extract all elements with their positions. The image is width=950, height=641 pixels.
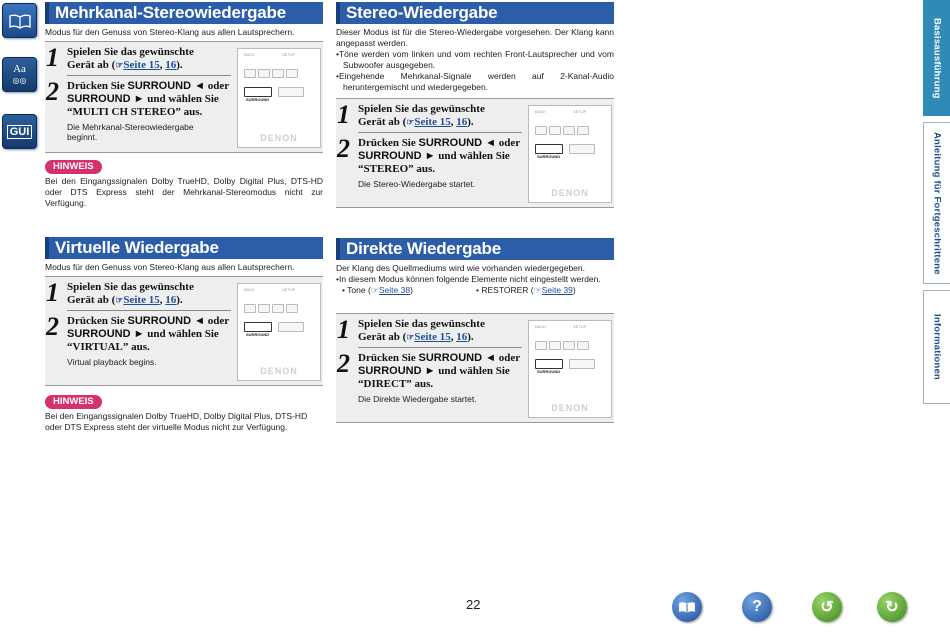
tab-label: Basisausführung xyxy=(931,17,943,99)
remote-setup-label: SETUP xyxy=(573,109,587,114)
stereo-bullet-1: •Töne werden vom linken und vom rechten Front-Lautsprecher und vom Subwoofer ausgegeben. xyxy=(336,49,614,70)
stereo-step-box xyxy=(336,98,614,208)
step-2-note: Die Mehrkanal-Stereowiedergabe beginnt. xyxy=(67,122,194,142)
hinweis-badge: HINWEIS xyxy=(45,160,102,174)
open-book-icon xyxy=(678,601,696,613)
remote-surround-label: SURROUND xyxy=(246,97,270,102)
section-title-direkt: Direkte Wiedergabe xyxy=(336,238,614,260)
page-number: 22 xyxy=(466,597,481,612)
remote-setup-label: SETUP xyxy=(573,324,587,329)
link-seite-39[interactable]: Seite 39 xyxy=(541,285,573,295)
remote-back-label: BACK xyxy=(244,52,255,57)
step-number: 1 xyxy=(46,278,59,307)
direkt-bullet-1: •In diesem Modus können folgende Elemente nicht eingestellt werden. xyxy=(336,274,601,284)
abc-nav-label: Aa xyxy=(13,62,26,75)
link-seite-15[interactable]: Seite 15 xyxy=(123,59,160,71)
link-seite-16[interactable]: 16 xyxy=(456,116,468,128)
link-seite-15[interactable]: Seite 15 xyxy=(123,294,160,306)
book-nav-button[interactable] xyxy=(672,592,702,622)
gui-nav-label: GUI xyxy=(7,125,33,139)
step-1-text: Spielen Sie das gewünschte Gerät ab (☞Seite 15, 16). xyxy=(358,318,485,343)
link-seite-16[interactable]: 16 xyxy=(165,59,177,71)
link-seite-15[interactable]: Seite 15 xyxy=(414,116,451,128)
denon-logo: DENON xyxy=(260,366,298,376)
step-divider xyxy=(358,347,522,348)
direkt-items: • Tone (☞Seite 38) • RESTORER (☞Seite 39) xyxy=(342,285,576,295)
direkt-desc-text: Der Klang des Quellmediums wird wie vorhanden wiedergegeben. xyxy=(336,263,585,273)
remote-surround-label: SURROUND xyxy=(246,332,270,337)
help-button[interactable]: ? xyxy=(742,592,772,622)
tab-label: Informationen xyxy=(931,314,943,380)
tab-basisausfuehrung[interactable] xyxy=(923,0,950,116)
step-number: 1 xyxy=(46,43,59,72)
remote-illustration xyxy=(528,105,612,203)
speaker-glyph-icon: ◎◎ xyxy=(12,75,27,85)
reference-icon: ☞ xyxy=(406,332,415,342)
step-1-text: Spielen Sie das gewünschte Gerät ab (☞Seite 15, 16). xyxy=(67,46,194,71)
step-divider xyxy=(358,132,522,133)
forward-button[interactable]: ↻ xyxy=(877,592,907,622)
abc-nav-icon[interactable] xyxy=(2,57,37,92)
step-2-note: Die Stereo-Wiedergabe startet. xyxy=(358,179,476,189)
step-1-text: Spielen Sie das gewünschte Gerät ab (☞Seite 15, 16). xyxy=(67,281,194,306)
step-divider xyxy=(67,310,231,311)
direkt-description xyxy=(336,263,614,296)
step-number: 1 xyxy=(337,100,350,129)
denon-logo: DENON xyxy=(551,403,589,413)
link-seite-16[interactable]: 16 xyxy=(165,294,177,306)
remote-illustration xyxy=(237,283,321,381)
remote-back-label: BACK xyxy=(535,324,546,329)
link-seite-38[interactable]: Seite 38 xyxy=(378,285,411,295)
virtuell-description: Modus für den Genuss von Stereo-Klang aus allen Lautsprechern. xyxy=(45,262,295,272)
step-number: 2 xyxy=(46,77,59,106)
step-2-text: Drücken Sie SURROUND ◄ oder SURROUND ► und wählen Sie “STEREO” aus. xyxy=(358,137,521,175)
back-button[interactable]: ↺ xyxy=(812,592,842,622)
denon-logo: DENON xyxy=(551,188,589,198)
remote-setup-label: SETUP xyxy=(282,52,296,57)
section-title-mehrkanal: Mehrkanal-Stereowiedergabe xyxy=(45,2,323,24)
remote-illustration xyxy=(237,48,321,148)
step-2-note: Die Direkte Wiedergabe startet. xyxy=(358,394,477,404)
remote-illustration xyxy=(528,320,612,418)
tab-fortgeschrittene[interactable] xyxy=(923,122,950,284)
virtuell-hinweis-text: Bei den Eingangssignalen Dolby TrueHD, Dolby Digital Plus, DTS-HD oder DTS Express steht der virtuelle Modus nicht zur Verfügung. xyxy=(45,411,308,432)
mehrkanal-step-box xyxy=(45,41,323,153)
remote-back-label: BACK xyxy=(535,109,546,114)
section-title-stereo: Stereo-Wiedergabe xyxy=(336,2,614,24)
step-number: 1 xyxy=(337,315,350,344)
remote-back-label: BACK xyxy=(244,287,255,292)
mehrkanal-description: Modus für den Genuss von Stereo-Klang aus allen Lautsprechern. xyxy=(45,27,295,37)
step-number: 2 xyxy=(46,312,59,341)
reference-icon: ☞ xyxy=(370,285,379,295)
reference-icon: ☞ xyxy=(115,295,124,305)
step-2-text: Drücken Sie SURROUND ◄ oder SURROUND ► und wählen Sie “MULTI CH STEREO” aus. xyxy=(67,80,230,118)
remote-setup-label: SETUP xyxy=(282,287,296,292)
virtuell-step-box xyxy=(45,276,323,386)
reference-icon: ☞ xyxy=(115,60,124,70)
tab-label: Anleitung für Fortgeschrittene xyxy=(931,131,943,275)
mehrkanal-hinweis-text: Bei den Eingangssignalen Dolby TrueHD, Dolby Digital Plus, DTS-HD oder DTS Express steht der Mehrkanal-Stereomodus nicht zur Verfügung. xyxy=(45,176,323,208)
step-number: 2 xyxy=(337,349,350,378)
step-2-note: Virtual playback begins. xyxy=(67,357,157,367)
open-book-icon xyxy=(9,13,31,29)
step-1-text: Spielen Sie das gewünschte Gerät ab (☞Seite 15, 16). xyxy=(358,103,485,128)
remote-surround-label: SURROUND xyxy=(537,369,561,374)
stereo-desc-text: Dieser Modus ist für die Stereo-Wiedergabe vorgesehen. Der Klang kann angepasst werden. xyxy=(336,27,614,48)
tab-informationen[interactable] xyxy=(923,290,950,404)
step-2-text: Drücken Sie SURROUND ◄ oder SURROUND ► und wählen Sie “VIRTUAL” aus. xyxy=(67,315,230,353)
step-divider xyxy=(67,75,231,76)
book-nav-icon[interactable] xyxy=(2,3,37,38)
reference-icon: ☞ xyxy=(533,285,542,295)
step-2-text: Drücken Sie SURROUND ◄ oder SURROUND ► und wählen Sie “DIRECT” aus. xyxy=(358,352,521,390)
reference-icon: ☞ xyxy=(406,117,415,127)
direkt-step-box xyxy=(336,313,614,423)
section-title-virtuell: Virtuelle Wiedergabe xyxy=(45,237,323,259)
stereo-bullet-2: •Eingehende Mehrkanal-Signale werden auf 2-Kanal-Audio heruntergemischt und wiedergegeben. xyxy=(336,71,614,92)
link-seite-15[interactable]: Seite 15 xyxy=(414,331,451,343)
link-seite-16[interactable]: 16 xyxy=(456,331,468,343)
denon-logo: DENON xyxy=(260,133,298,143)
remote-surround-label: SURROUND xyxy=(537,154,561,159)
step-number: 2 xyxy=(337,134,350,163)
hinweis-badge: HINWEIS xyxy=(45,395,102,409)
stereo-description xyxy=(336,27,614,93)
gui-nav-icon[interactable] xyxy=(2,114,37,149)
